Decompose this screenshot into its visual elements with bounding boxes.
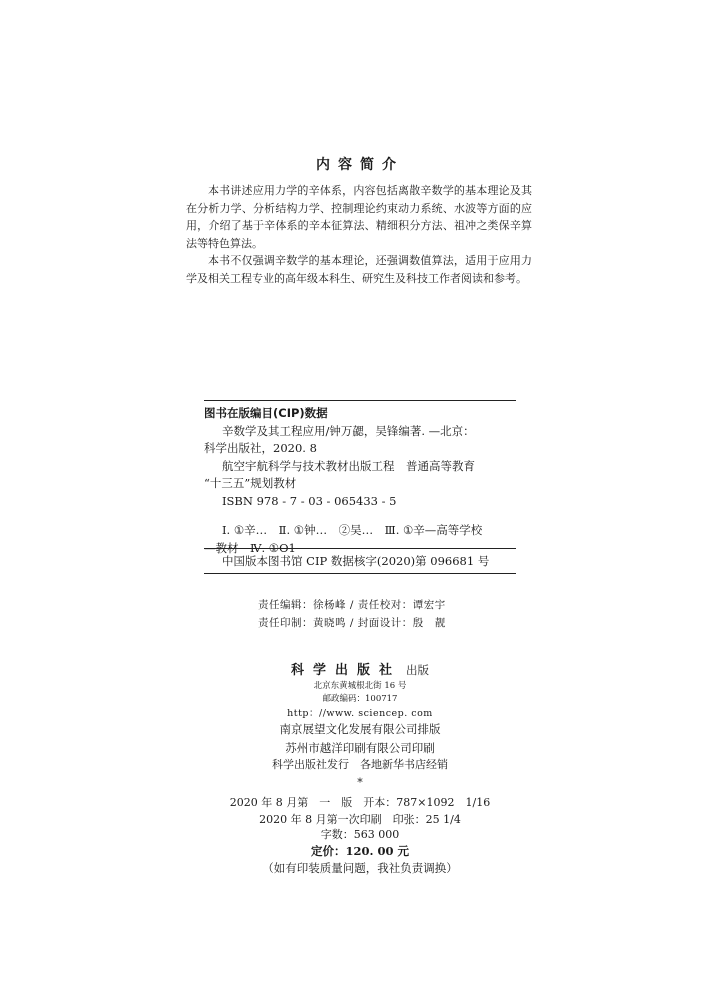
publisher-name: 科学出版社 <box>290 663 401 678</box>
separator-star: * <box>357 776 363 789</box>
publisher-website: http：//www. sciencep. com <box>287 708 433 719</box>
cip-line-2: 科学出版社，2020. 8 <box>204 441 317 455</box>
cip-top-rule <box>204 400 516 401</box>
quality-note: （如有印装质量问题，我社负责调换） <box>262 861 458 875</box>
publisher-line <box>0 659 720 678</box>
cip-bottom-rule <box>204 573 516 574</box>
intro-paragraph-1: 本书讲述应用力学的辛体系，内容包括离散辛数学的基本理论及其在分析力学、分析结构力学、控制理论约束动力系统、水波等方面的应用，介绍了基于辛体系的辛本征算法、精细积分方法、祖冲之类保辛算法等特色算法。 <box>186 184 532 250</box>
cip-heading: 图书在版编目(CIP)数据 <box>204 406 328 420</box>
publisher-suffix: 出版 <box>406 663 430 677</box>
staff-credits <box>258 596 446 632</box>
publisher-address: 北京东黄城根北街 16 号 <box>313 681 407 691</box>
staff-line-2: 责任印制：黄晓鸣 / 封面设计：殷 靓 <box>258 617 446 629</box>
cip-middle-rule <box>204 548 516 549</box>
typesetter: 南京展望文化发展有限公司排版 <box>279 722 441 736</box>
cip-line-7: —教材 Ⅳ. ①O1 <box>204 540 296 555</box>
printing-info: 2020 年 8 月第一次印刷 印张：25 1/4 <box>259 813 461 826</box>
cip-block <box>204 405 516 557</box>
cip-number-block <box>204 553 516 571</box>
intro-text <box>186 182 532 287</box>
cip-line-4: “十三五”规划教材 <box>204 476 297 490</box>
cip-line-3: 航空宇航科学与技术教材出版工程 普通高等教育 <box>222 458 475 473</box>
staff-line-1: 责任编辑：徐杨峰 / 责任校对：谭宏宇 <box>258 599 446 611</box>
cip-line-6: Ⅰ. ①辛… Ⅱ. ①钟… ②吴… Ⅲ. ①辛—高等学校 <box>222 523 483 537</box>
word-count: 字数：563 000 <box>320 828 400 841</box>
cip-line-1: 辛数学及其工程应用/钟万勰，吴锋编著. —北京： <box>222 423 475 438</box>
publisher-postcode: 邮政编码：100717 <box>322 694 398 704</box>
cip-isbn: ISBN 978 - 7 - 03 - 065433 - 5 <box>222 493 397 508</box>
printer: 苏州市越洋印刷有限公司印刷 <box>285 741 435 755</box>
cip-number: 中国版本图书馆 CIP 数据核字(2020)第 096681 号 <box>222 554 490 568</box>
price: 定价：120. 00 元 <box>310 844 410 858</box>
distributor: 科学出版社发行 各地新华书店经销 <box>272 758 448 771</box>
edition-info: 2020 年 8 月第 一 版 开本：787×1092 1/16 <box>229 796 491 809</box>
intro-paragraph-2: 本书不仅强调辛数学的基本理论，还强调数值算法，适用于应用力学及相关工程专业的高年级本科生、研究生及科技工作者阅读和参考。 <box>186 254 532 285</box>
page-title: 内容简介 <box>316 157 404 173</box>
